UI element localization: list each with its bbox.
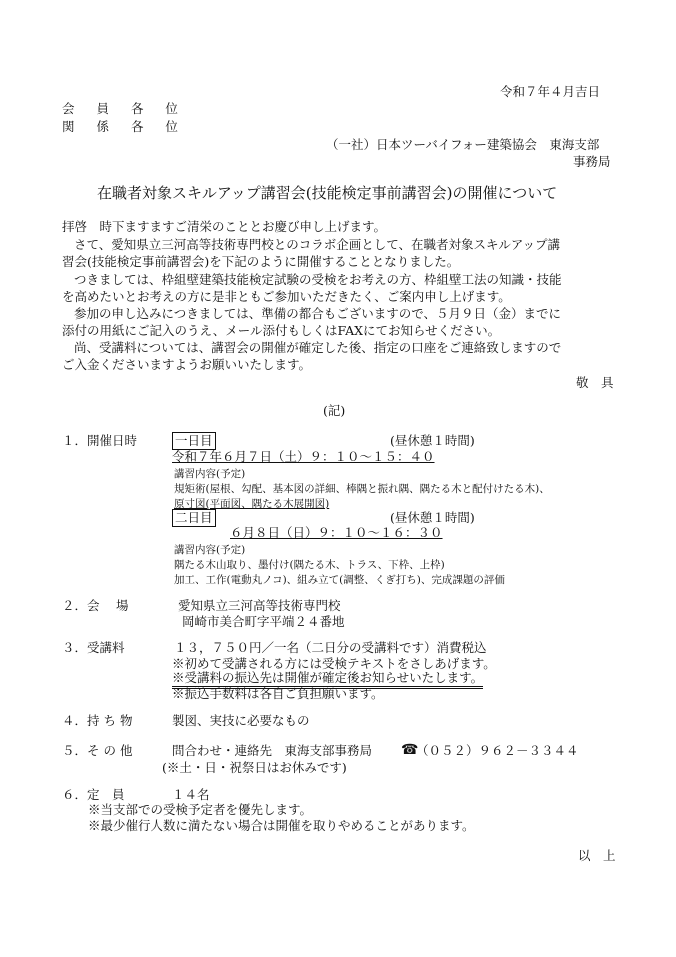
- day2-break: (昼休憩１時間): [390, 510, 475, 525]
- contact-phone: （０５２）９６２－３３４４: [416, 743, 579, 758]
- bring-label: ４．持 ち 物: [62, 713, 133, 728]
- day2-datetime: ６月８日（日）９：１０～１６：３０: [230, 525, 443, 540]
- fee-amount: １３，７５０円／一名（二日分の受講料です）消費税込: [174, 640, 487, 655]
- capacity-label: ６．定 員: [62, 787, 125, 802]
- fee-note-2: ※受講料の振込先は開催が確定後お知らせいたします。: [172, 670, 483, 689]
- ki-heading: (記): [323, 403, 346, 418]
- closing-keigu: 敬 具: [576, 375, 614, 390]
- greeting: 拝啓 時下ますますご清栄のこととお慶び申し上げます。: [62, 219, 387, 234]
- telephone-icon: ☎: [401, 742, 419, 758]
- document-title: 在職者対象スキルアップ講習会(技能検定事前講習会)の開催について: [97, 184, 558, 202]
- bring-value: 製図、実技に必要なもの: [172, 713, 310, 728]
- day1-break: (昼休憩１時間): [390, 433, 475, 448]
- venue-address: 岡崎市美合町字平端２４番地: [182, 614, 345, 629]
- body-paragraph-4-line-1: 参加の申し込みにつきましては、準備の都合もございますので、５月９日（金）までに: [74, 306, 562, 321]
- fee-note-1: ※初めて受講される方には受検テキストをさしあげます。: [172, 656, 496, 671]
- body-paragraph-5-line-2: ご入金くださいますようお願いいたします。: [62, 357, 312, 372]
- recipient-members: 会 員 各 位: [62, 101, 187, 116]
- day2-content-1: 隅たる木山取り、墨付け(隅たる木、トラス、下枠、上枠): [174, 559, 445, 571]
- capacity-value: １４名: [172, 787, 210, 802]
- venue-label: ２．会 場: [62, 598, 129, 613]
- venue-name: 愛知県立三河高等技術専門校: [178, 598, 341, 613]
- day1-content-label: 講習内容(予定): [174, 468, 246, 480]
- capacity-note-1: ※当支部での受検予定者を優先します。: [88, 802, 313, 817]
- recipient-related: 関 係 各 位: [62, 119, 187, 134]
- day1-datetime: 令和７年６月７日（土）９：１０～１５：４０: [172, 449, 435, 464]
- document-date: 令和７年４月吉日: [500, 84, 601, 99]
- sender-office: 事務局: [573, 154, 611, 169]
- closing-ijo: 以 上: [578, 848, 616, 863]
- day2-tag: 二日目: [172, 509, 216, 527]
- day1-content-1: 規矩術(屋根、勾配、基本図の詳細、棒隅と振れ隅、隅たる木と配付けたる木)、: [174, 483, 550, 495]
- sender-organization: （一社）日本ツーバイフォー建築協会 東海支部: [326, 137, 600, 152]
- day2-content-label: 講習内容(予定): [174, 544, 246, 556]
- body-paragraph-5-line-1: 尚、受講料については、講習会の開催が確定した後、指定の口座をご連絡致しますので: [74, 340, 562, 355]
- day1-tag: 一日目: [172, 432, 216, 450]
- fee-label: ３．受講料: [62, 640, 125, 655]
- body-paragraph-2-line-2: 習会(技能検定事前講習会)を下記のように開催することとなりました。: [62, 254, 460, 269]
- body-paragraph-4-line-2: 添付の用紙にご記入のうえ、メール添付もしくはFAXにてお知らせください。: [62, 323, 501, 338]
- capacity-note-2: ※最少催行人数に満たない場合は開催を取りやめることがあります。: [88, 818, 475, 833]
- day1-content-2: 原寸図(平面図、隅たる木展開図): [174, 498, 330, 510]
- contact-hours-note: (※土・日・祝祭日はお休みです): [162, 760, 347, 775]
- schedule-label: １．開催日時: [62, 433, 138, 448]
- contact-label: 問合わせ・連絡先 東海支部事務局: [172, 743, 373, 758]
- fee-note-3: ※振込手数料は各自ご負担願います。: [172, 686, 384, 701]
- body-paragraph-3-line-1: つきましては、枠組壁建築技能検定試験の受検をお考えの方、枠組壁工法の知識・技能: [74, 272, 562, 287]
- day2-content-2: 加工、工作(電動丸ノコ)、組み立て(調整、くぎ打ち)、完成課題の評価: [174, 574, 505, 586]
- other-label: ５．そ の 他: [62, 743, 133, 758]
- body-paragraph-2-line-1: さて、愛知県立三河高等技術専門校とのコラボ企画として、在職者対象スキルアップ講: [74, 237, 561, 252]
- body-paragraph-3-line-2: を高めたいとお考えの方に是非ともご参加いただきたく、ご案内申し上げます。: [62, 289, 511, 304]
